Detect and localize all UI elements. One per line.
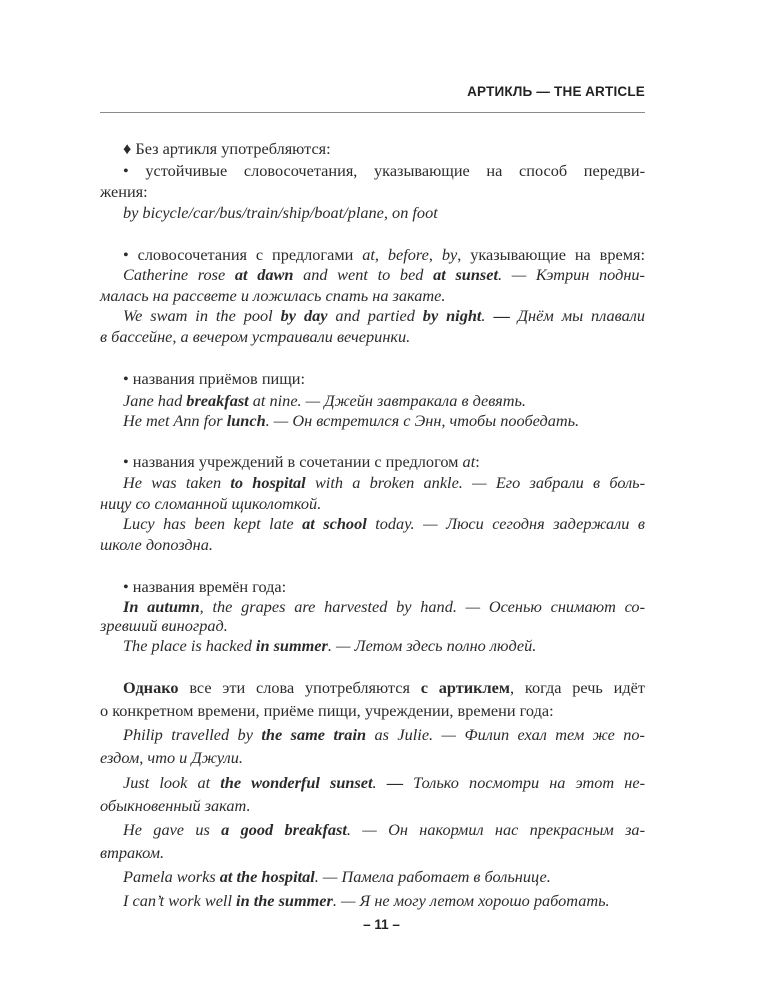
text-run: о конкретном времени, приёме пищи, учреждении, времени года: bbox=[100, 701, 554, 720]
bold-text-run: the wonderful sunset bbox=[220, 773, 373, 792]
italic-text-run: Только посмотри на этот не- bbox=[403, 773, 645, 792]
italic-text-run: by bbox=[441, 245, 458, 264]
page-number: – 11 – bbox=[363, 917, 400, 932]
text-run: ♦ Без артикля употребляются: bbox=[123, 139, 331, 158]
text-line bbox=[123, 161, 645, 183]
text-run: • устойчивые словосочетания, указывающие на способ передви- bbox=[123, 161, 645, 180]
bold-text-run: at dawn bbox=[234, 265, 294, 284]
italic-text-run: , the grapes are harvested by hand. — Осенью снимают со- bbox=[199, 597, 645, 616]
italic-text-run: ездом, что и Джули. bbox=[100, 748, 243, 767]
text-line bbox=[100, 616, 645, 638]
text-line bbox=[123, 369, 645, 391]
text-line bbox=[100, 535, 645, 557]
italic-text-run: . — Он встретился с Энн, чтобы пообедать. bbox=[265, 411, 580, 430]
bold-text-run: by day bbox=[280, 306, 328, 325]
italic-text-run: Just look at bbox=[123, 773, 221, 792]
text-run: , bbox=[374, 245, 388, 264]
italic-text-run: today. — Люси сегодня задержали в bbox=[366, 514, 645, 533]
text-run: • названия приёмов пищи: bbox=[123, 369, 306, 388]
italic-text-run: Pamela works bbox=[123, 867, 220, 886]
text-line bbox=[100, 286, 645, 308]
text-line bbox=[123, 725, 645, 747]
text-line bbox=[123, 678, 645, 700]
italic-text-run: as Julie. — Филип ехал тем же по- bbox=[366, 725, 645, 744]
italic-text-run: малась на рассвете и ложилась спать на закате. bbox=[100, 286, 446, 305]
bold-text-run: с артиклем bbox=[420, 678, 510, 697]
text-line bbox=[123, 391, 645, 413]
bold-text-run: lunch bbox=[226, 411, 266, 430]
bold-text-run: In autumn bbox=[123, 597, 200, 616]
bold-text-run: — bbox=[386, 773, 403, 792]
italic-text-run: ницу со сломанной щиколоткой. bbox=[100, 494, 322, 513]
text-run: , указывающие на время: bbox=[457, 245, 646, 264]
italic-text-run: . — Я не могу летом хорошо работать. bbox=[332, 891, 610, 910]
text-run: • словосочетания с предлогами bbox=[123, 245, 363, 264]
bold-text-run: in the summer bbox=[236, 891, 333, 910]
italic-text-run: Catherine rose bbox=[123, 265, 235, 284]
text-line bbox=[123, 203, 645, 225]
text-line bbox=[123, 891, 645, 913]
text-line bbox=[100, 494, 645, 516]
text-line bbox=[100, 701, 645, 723]
italic-text-run: We swam in the pool bbox=[123, 306, 281, 325]
text-line bbox=[100, 182, 645, 204]
italic-text-run: Philip travelled by bbox=[123, 725, 262, 744]
italic-text-run: He gave us bbox=[123, 820, 222, 839]
italic-text-run: . bbox=[372, 773, 387, 792]
text-line bbox=[100, 327, 645, 349]
italic-text-run: I can’t work well bbox=[123, 891, 237, 910]
header-rule bbox=[100, 112, 645, 113]
text-line bbox=[123, 867, 645, 889]
italic-text-run: втраком. bbox=[100, 843, 165, 862]
text-run: жения: bbox=[100, 182, 148, 201]
italic-text-run: with a broken ankle. — Его забрали в боль- bbox=[305, 473, 645, 492]
italic-text-run: в бассейне, а вечером устраивали вечеринки. bbox=[100, 327, 411, 346]
italic-text-run: before bbox=[387, 245, 429, 264]
bold-text-run: a good breakfast bbox=[221, 820, 347, 839]
text-run: , bbox=[428, 245, 442, 264]
italic-text-run: школе допоздна. bbox=[100, 535, 213, 554]
italic-text-run: Днём мы плавали bbox=[509, 306, 645, 325]
text-line bbox=[123, 139, 645, 161]
italic-text-run: by bicycle/car/bus/train/ship/boat/plane, on foot bbox=[123, 203, 438, 222]
text-run: • названия времён года: bbox=[123, 577, 287, 596]
text-line bbox=[123, 820, 645, 842]
italic-text-run: and went to bed bbox=[293, 265, 434, 284]
bold-text-run: at school bbox=[302, 514, 367, 533]
text-run: , когда речь идёт bbox=[509, 678, 645, 697]
italic-text-run: . — Памела работает в больнице. bbox=[314, 867, 551, 886]
text-run: все эти слова употребляются bbox=[178, 678, 421, 697]
text-run: : bbox=[475, 452, 480, 471]
text-line bbox=[123, 452, 645, 474]
text-line bbox=[123, 473, 645, 495]
italic-text-run: Jane had bbox=[123, 391, 187, 410]
text-line bbox=[123, 636, 645, 658]
text-run: • названия учреждений в сочетании с предлогом bbox=[123, 452, 463, 471]
italic-text-run: обыкновенный закат. bbox=[100, 796, 251, 815]
bold-text-run: in summer bbox=[255, 636, 328, 655]
text-line bbox=[123, 411, 645, 433]
text-line bbox=[123, 577, 645, 599]
bold-text-run: by night bbox=[422, 306, 482, 325]
italic-text-run: at bbox=[362, 245, 375, 264]
italic-text-run: . — Летом здесь полно людей. bbox=[327, 636, 537, 655]
italic-text-run: . — Кэтрин подни- bbox=[498, 265, 645, 284]
italic-text-run: He was taken bbox=[123, 473, 231, 492]
italic-text-run: зревший виноград. bbox=[100, 616, 228, 635]
text-line bbox=[100, 796, 645, 818]
text-line bbox=[123, 514, 645, 536]
bold-text-run: at sunset bbox=[433, 265, 498, 284]
text-line bbox=[100, 748, 645, 770]
bold-text-run: to hospital bbox=[230, 473, 306, 492]
italic-text-run: The place is hacked bbox=[123, 636, 256, 655]
bold-text-run: the same train bbox=[261, 725, 367, 744]
text-line bbox=[100, 843, 645, 865]
text-line bbox=[123, 306, 645, 328]
italic-text-run: . — Он накормил нас прекрасным за- bbox=[346, 820, 645, 839]
italic-text-run: . bbox=[481, 306, 494, 325]
bold-text-run: Однако bbox=[123, 678, 179, 697]
italic-text-run: He met Ann for bbox=[123, 411, 227, 430]
italic-text-run: at bbox=[462, 452, 476, 471]
running-header: АРТИКЛЬ — THE ARTICLE bbox=[467, 84, 645, 99]
italic-text-run: at nine. — Джейн завтракала в девять. bbox=[248, 391, 526, 410]
bold-text-run: — bbox=[493, 306, 510, 325]
italic-text-run: Lucy has been kept late bbox=[123, 514, 303, 533]
text-line bbox=[123, 265, 645, 287]
italic-text-run: and partied bbox=[327, 306, 423, 325]
bold-text-run: breakfast bbox=[186, 391, 249, 410]
text-line bbox=[123, 245, 645, 267]
bold-text-run: at the hospital bbox=[219, 867, 315, 886]
text-line bbox=[123, 773, 645, 795]
